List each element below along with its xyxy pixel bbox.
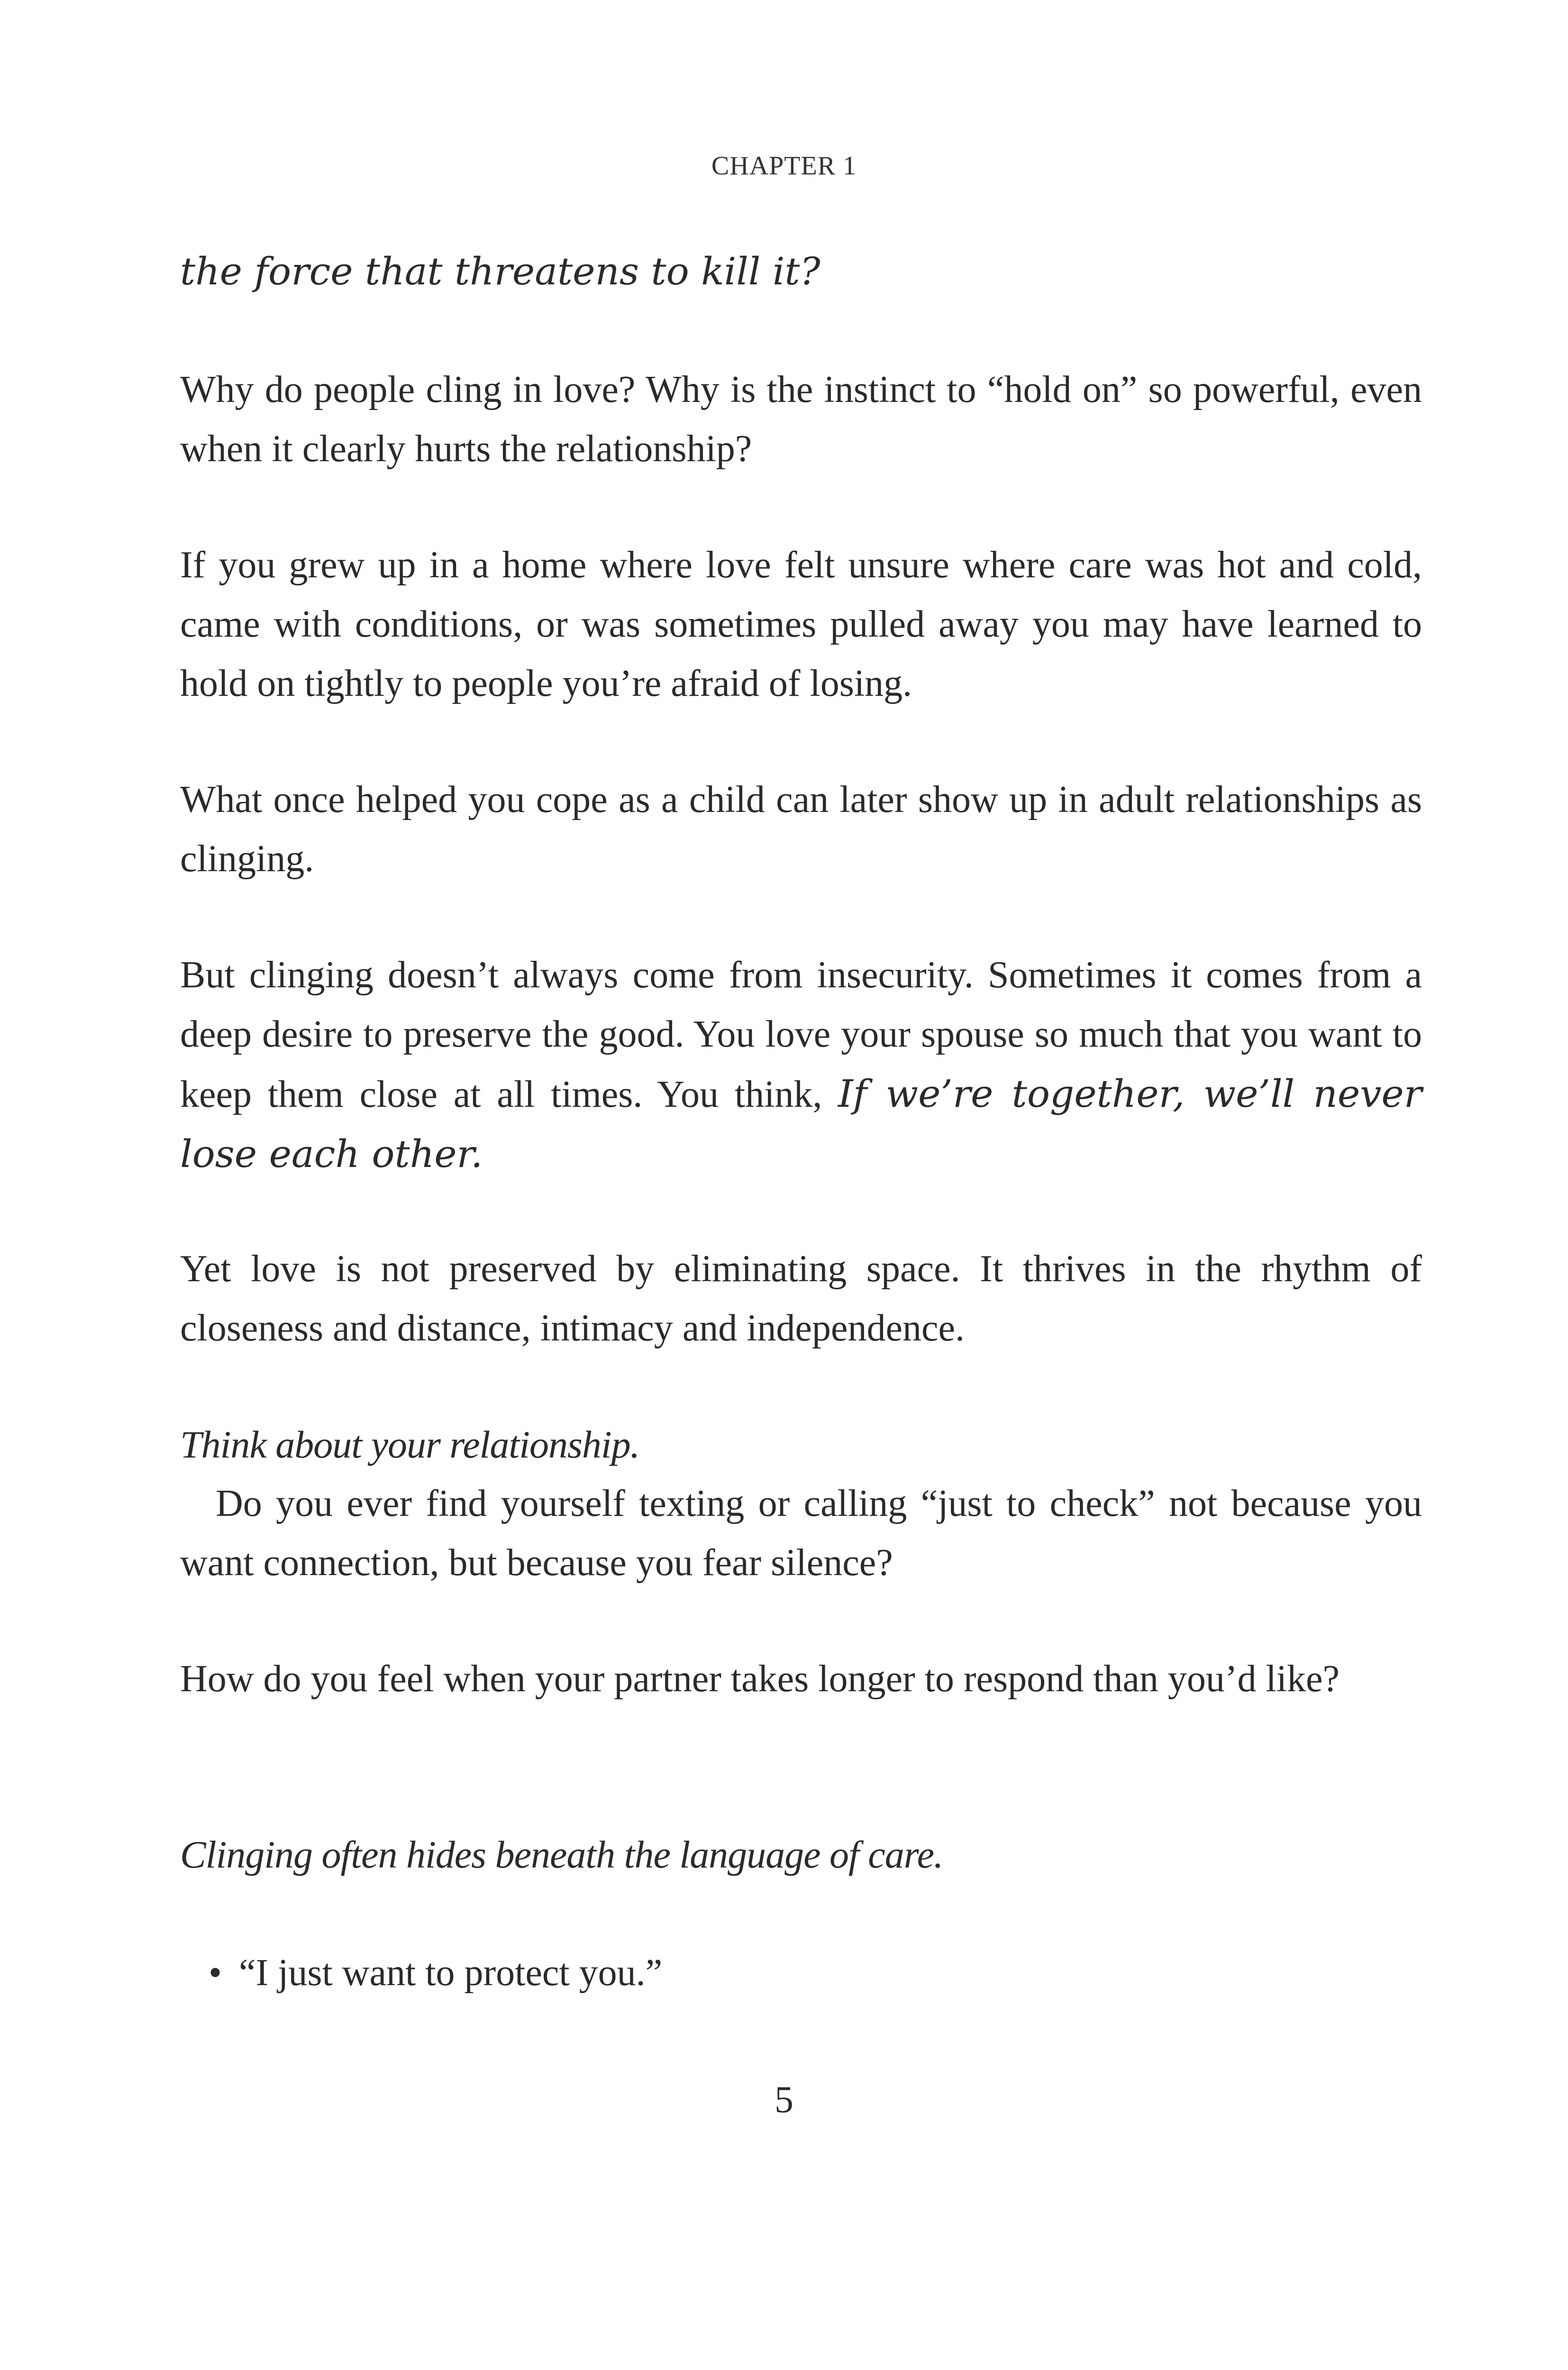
paragraph-4-italic-thought: If we’re together, we’ll never lose each other.	[180, 1072, 1422, 1176]
subhead-think-about: Think about your relationship.	[180, 1423, 640, 1466]
bullet-list-item	[209, 1943, 1422, 2003]
paragraph-1: Why do people cling in love? Why is the instinct to “hold on” so powerful, even when it clearly hurts the relationship?	[180, 369, 1422, 470]
paragraph-6: Do you ever find yourself texting or calling “just to check” not because you want connection, but because you fear silence?	[180, 1483, 1422, 1584]
page-number: 5	[775, 2079, 793, 2121]
bullet-icon: •	[209, 1952, 222, 1994]
paragraph-4-text: But clinging doesn’t always come from insecurity. Sometimes it comes from a deep desire to preserve the good. You love your spouse so much that you want to keep them close at all times. You think,	[180, 954, 1422, 1115]
running-head: CHAPTER 1	[711, 151, 857, 181]
paragraph-3: What once helped you cope as a child can later show up in adult relationships as clinging.	[180, 779, 1422, 880]
bullet-text: “I just want to protect you.”	[239, 1952, 663, 1994]
paragraph-5: Yet love is not preserved by eliminating space. It thrives in the rhythm of closeness and distance, intimacy and independence.	[180, 1248, 1422, 1349]
subhead-clinging: Clinging often hides beneath the language of care.	[180, 1833, 943, 1876]
paragraph-4	[180, 946, 1422, 1185]
lead-question: the force that threatens to kill it?	[180, 249, 820, 293]
paragraph-7: How do you feel when your partner takes longer to respond than you’d like?	[180, 1658, 1340, 1700]
paragraph-2: If you grew up in a home where love felt unsure where care was hot and cold, came with conditions, or was sometimes pulled away you may have learned to hold on tightly to people you’re afraid of losing.	[180, 544, 1422, 704]
